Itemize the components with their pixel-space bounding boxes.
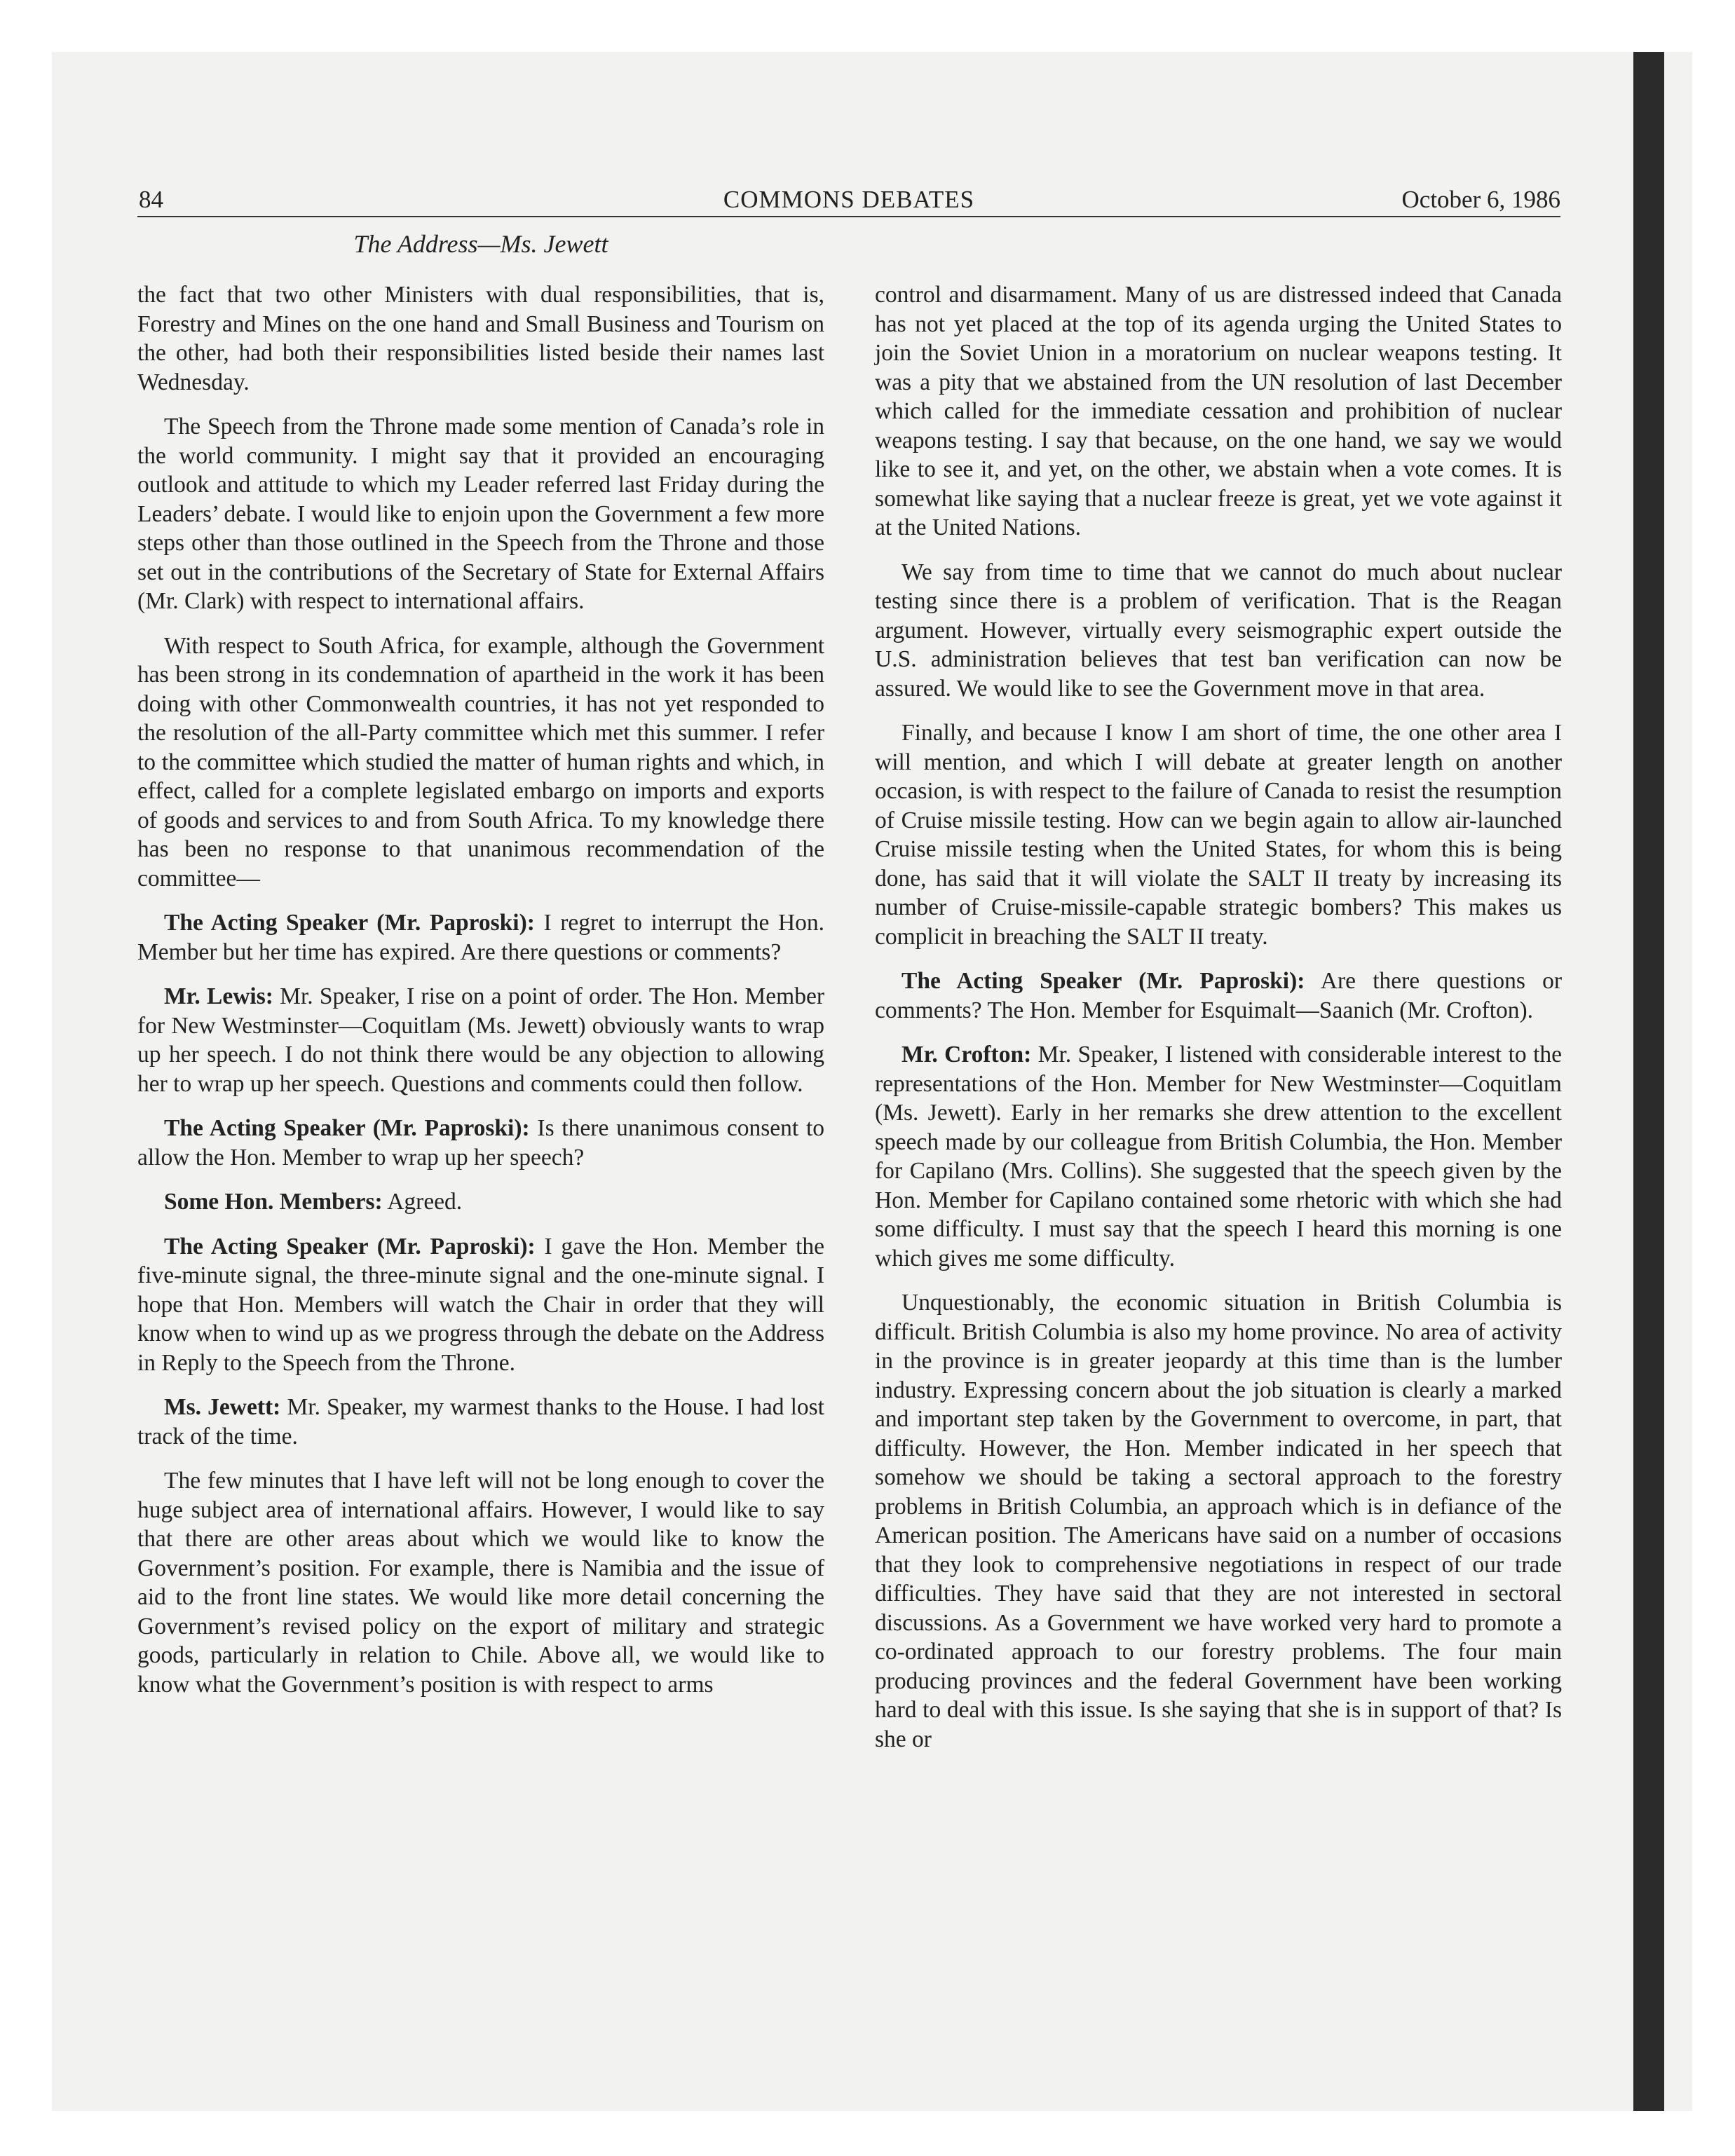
document-page xyxy=(137,184,1563,1752)
paragraph xyxy=(875,718,1562,951)
paragraph-text: Is there unanimous consent to allow the Hon. Member to wrap up her speech? xyxy=(137,1115,824,1171)
speaker-paragraph xyxy=(137,1232,824,1378)
speaker-name: The Acting Speaker (Mr. Paproski): xyxy=(164,910,535,936)
paragraph-text: We say from time to time that we cannot do much about nuclear testing since there is a problem of verification. That is the Reagan argument. However, virtually every seismographic expert outside the U.S. administration believes that test ban verification can now be assured. We would like to see the Government move in that area. xyxy=(875,559,1562,702)
paragraph xyxy=(137,412,824,616)
publication-date: October 6, 1986 xyxy=(1401,186,1560,213)
speaker-name: Ms. Jewett: xyxy=(164,1394,281,1420)
paragraph xyxy=(137,280,824,397)
right-column xyxy=(875,280,1562,1769)
speaker-paragraph xyxy=(137,1393,824,1451)
paragraph-text: The Speech from the Throne made some mention of Canada’s role in the world community. I might say that it provided an encouraging outlook and attitude to which my Leader referred last Friday during the Leaders’ debate. I would like to enjoin upon the Government a few more steps other than those outlined in the Speech from the Throne and those set out in the contributions of the Secretary of State for External Affairs (Mr. Clark) with respect to international affairs. xyxy=(137,414,824,614)
paragraph-text: Are there questions or comments? The Hon. Member for Esquimalt—Saanich (Mr. Crofton). xyxy=(875,968,1562,1023)
paragraph xyxy=(137,632,824,894)
speaker-paragraph xyxy=(875,967,1562,1025)
paragraph-text: I regret to interrupt the Hon. Member but her time has expired. Are there questions or comments? xyxy=(137,910,825,965)
paragraph xyxy=(875,280,1562,543)
paragraph-text: I gave the Hon. Member the five-minute signal, the three-minute signal and the one-minute signal. I hope that Hon. Members will watch the Chair in order that they will know when to wind up as we progress through the debate on the Address in Reply to the Speech from the Throne. xyxy=(137,1233,824,1376)
speaker-name: Mr. Lewis: xyxy=(164,983,273,1009)
paragraph-text: Mr. Speaker, my warmest thanks to the House. I had lost track of the time. xyxy=(137,1394,824,1449)
speaker-paragraph xyxy=(137,1187,824,1217)
paragraph-text: Agreed. xyxy=(387,1189,463,1215)
speaker-name: Mr. Crofton: xyxy=(901,1042,1032,1067)
page-header xyxy=(137,184,1560,217)
speaker-paragraph xyxy=(875,1040,1562,1273)
speaker-paragraph xyxy=(137,982,824,1098)
paragraph-text: With respect to South Africa, for example, although the Government has been strong in its condemnation of apartheid in the work it has been doing with other Commonwealth countries, it has not yet responded to the resolution of the all-Party committee which met this summer. I refer to the committee which studied the matter of human rights and which, in effect, called for a complete legislated embargo on imports and exports of goods and services to and from South Africa. To my knowledge there has been no response to that unanimous recommendation of the committee— xyxy=(137,632,824,892)
left-column xyxy=(137,280,824,1714)
paragraph xyxy=(875,1288,1562,1754)
paragraph-text: Unquestionably, the economic situation in British Columbia is difficult. British Columbia is also my home province. No area of activity in the province is in greater jeopardy at this time than is the lumber industry. Expressing concern about the job situation is clearly a marked and important step taken by the Government to overcome, in part, that difficulty. However, the Hon. Member indicated in her speech that somehow we should be taking a sectoral approach to the forestry problems in British Columbia, an approach which is in defiance of the American position. The Americans have said on a number of occasions that they look to comprehensive negotiations in respect of our trade difficulties. They have said that they are not interested in sectoral discussions. As a Government we have worked very hard to promote a co-ordinated approach to our forestry problems. The four main producing provinces and the federal Government have been working hard to deal with this issue. Is she saying that she is in support of that? Is she or xyxy=(875,1290,1562,1752)
speaker-paragraph xyxy=(137,908,824,967)
speaker-name: The Acting Speaker (Mr. Paproski): xyxy=(164,1233,536,1260)
paragraph-text: control and disarmament. Many of us are distressed indeed that Canada has not yet placed at the top of its agenda urging the United States to join the Soviet Union in a moratorium on nuclear weapons testing. It was a pity that we abstained from the UN resolution of last December which called for the immediate cessation and prohibition of nuclear weapons testing. I say that because, on the one hand, we say we would like to see it, and yet, on the other, we abstain when a vote comes. It is somewhat like saying that a nuclear freeze is great, yet we vote against it at the United Nations. xyxy=(875,282,1562,540)
speaker-name: Some Hon. Members: xyxy=(164,1189,383,1215)
speaker-paragraph xyxy=(137,1114,824,1172)
publication-title: COMMONS DEBATES xyxy=(723,186,975,213)
running-title: The Address—Ms. Jewett xyxy=(353,230,608,258)
paragraph-text: The few minutes that I have left will not be long enough to cover the huge subject area of international affairs. However, I would like to say that there are other areas about which we would like to know the Government’s position. For example, there is Namibia and the issue of aid to the front line states. We would like more detail concerning the Government’s revised policy on the export of military and strategic goods, particularly in relation to Chile. Above all, we would like to know what the Government’s position is with respect to arms xyxy=(137,1468,824,1698)
paragraph-text: Finally, and because I know I am short of time, the one other area I will mention, and which I will debate at greater length on another occasion, is with respect to the failure of Canada to resist the resumption of Cruise missile testing. How can we begin again to allow air-launched Cruise missile testing when the United States, for whom this is being done, has said that it will violate the SALT II treaty by increasing its number of Cruise-missile-capable strategic bombers? This makes us complicit in breaching the SALT II treaty. xyxy=(875,720,1562,950)
page-number: 84 xyxy=(139,186,163,213)
paragraph-text: Mr. Speaker, I listened with considerable interest to the representations of the Hon. Member for New Westminster—Coquitlam (Ms. Jewett). Early in her remarks she drew attention to the excellent speech made by our colleague from British Columbia, the Hon. Member for Capilano (Mrs. Collins). She suggested that the speech given by the Hon. Member for Capilano contained some rhetoric with which she had some difficulty. I must say that the speech I heard this morning is one which gives me some difficulty. xyxy=(875,1042,1563,1271)
paragraph-text: Mr. Speaker, I rise on a point of order. The Hon. Member for New Westminster—Coquitlam (Ms. Jewett) obviously wants to wrap up her speech. I do not think there would be any objection to allowing her to wrap up her speech. Questions and comments could then follow. xyxy=(137,983,824,1097)
binding-edge xyxy=(1633,52,1664,2111)
paragraph xyxy=(875,558,1562,704)
paragraph-text: the fact that two other Ministers with dual responsibilities, that is, Forestry and Mines on the one hand and Small Business and Tourism on the other, had both their responsibilities listed beside their names last Wednesday. xyxy=(137,282,824,395)
speaker-name: The Acting Speaker (Mr. Paproski): xyxy=(901,968,1305,994)
speaker-name: The Acting Speaker (Mr. Paproski): xyxy=(164,1115,530,1141)
paragraph xyxy=(137,1466,824,1699)
